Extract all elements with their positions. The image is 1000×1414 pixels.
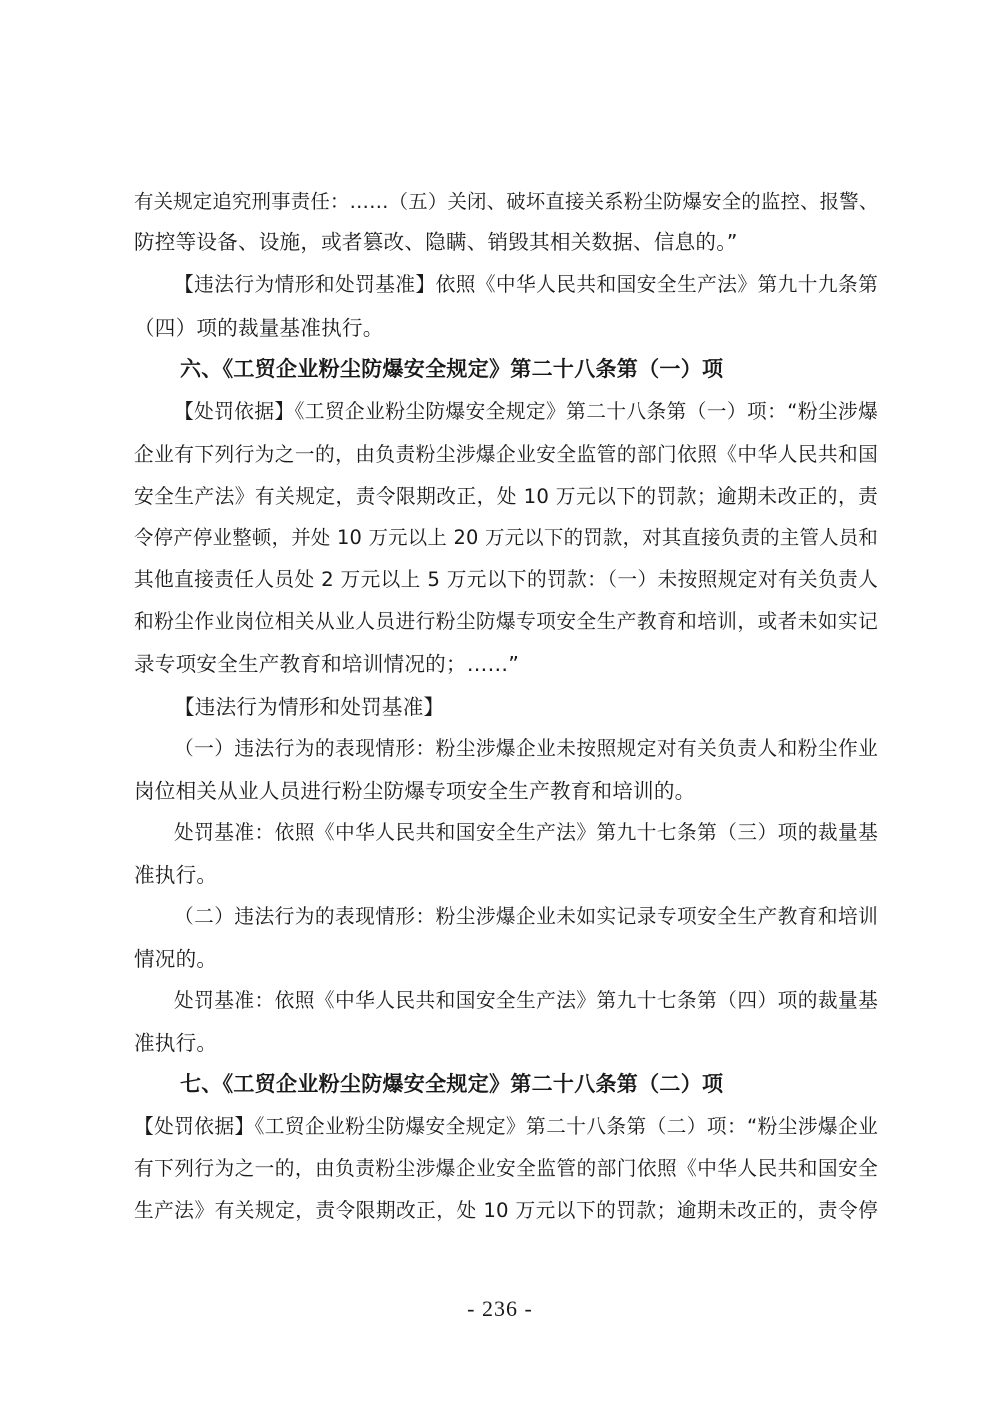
- text-line: 【违法行为情形和处罚基准】: [174, 695, 445, 719]
- text-line: （四）项的裁量基准执行。: [134, 316, 384, 340]
- section-heading: 六、《工贸企业粉尘防爆安全规定》第二十八条第（一）项: [180, 356, 724, 381]
- text-line: 【违法行为情形和处罚基准】依照《中华人民共和国安全生产法》第九十九条第: [174, 273, 878, 296]
- text-line: 有关规定追究刑事责任：……（五）关闭、破坏直接关系粉尘防爆安全的监控、报警、: [134, 190, 879, 213]
- text-line: 岗位相关从业人员进行粉尘防爆专项安全生产教育和培训的。: [134, 779, 696, 803]
- text-line: 其他直接责任人员处 2 万元以上 5 万元以下的罚款：（一）未按照规定对有关负责人: [134, 568, 878, 591]
- text-line: 准执行。: [134, 1031, 218, 1055]
- text-line: 准执行。: [134, 863, 218, 887]
- text-line: 和粉尘作业岗位相关从业人员进行粉尘防爆专项安全生产教育和培训，或者未如实记: [134, 610, 878, 633]
- text-line: 生产法》有关规定，责令限期改正，处 10 万元以下的罚款；逾期未改正的，责令停: [134, 1199, 878, 1222]
- text-line: 有下列行为之一的，由负责粉尘涉爆企业安全监管的部门依照《中华人民共和国安全: [134, 1157, 878, 1180]
- text-line: 处罚基准：依照《中华人民共和国安全生产法》第九十七条第（四）项的裁量基: [174, 989, 878, 1012]
- page-number: - 236 -: [467, 1296, 533, 1321]
- text-line: 令停产停业整顿，并处 10 万元以上 20 万元以下的罚款，对其直接负责的主管人员和: [134, 526, 878, 549]
- text-line: 【处罚依据】《工贸企业粉尘防爆安全规定》第二十八条第（一）项：“粉尘涉爆: [174, 400, 878, 423]
- text-line: 情况的。: [134, 947, 218, 971]
- text-line: 安全生产法》有关规定，责令限期改正，处 10 万元以下的罚款；逾期未改正的，责: [134, 485, 878, 508]
- text-line: 处罚基准：依照《中华人民共和国安全生产法》第九十七条第（三）项的裁量基: [174, 821, 878, 844]
- section-heading: 七、《工贸企业粉尘防爆安全规定》第二十八条第（二）项: [180, 1071, 724, 1096]
- text-line: （一）违法行为的表现情形：粉尘涉爆企业未按照规定对有关负责人和粉尘作业: [174, 737, 878, 760]
- text-line: 【处罚依据】《工贸企业粉尘防爆安全规定》第二十八条第（二）项：“粉尘涉爆企业: [134, 1115, 878, 1138]
- text-line: 企业有下列行为之一的，由负责粉尘涉爆企业安全监管的部门依照《中华人民共和国: [134, 443, 878, 466]
- text-line: 防控等设备、设施，或者篡改、隐瞒、销毁其相关数据、信息的。”: [134, 230, 738, 254]
- text-line: （二）违法行为的表现情形：粉尘涉爆企业未如实记录专项安全生产教育和培训: [174, 905, 878, 928]
- text-line: 录专项安全生产教育和培训情况的；……”: [134, 652, 520, 676]
